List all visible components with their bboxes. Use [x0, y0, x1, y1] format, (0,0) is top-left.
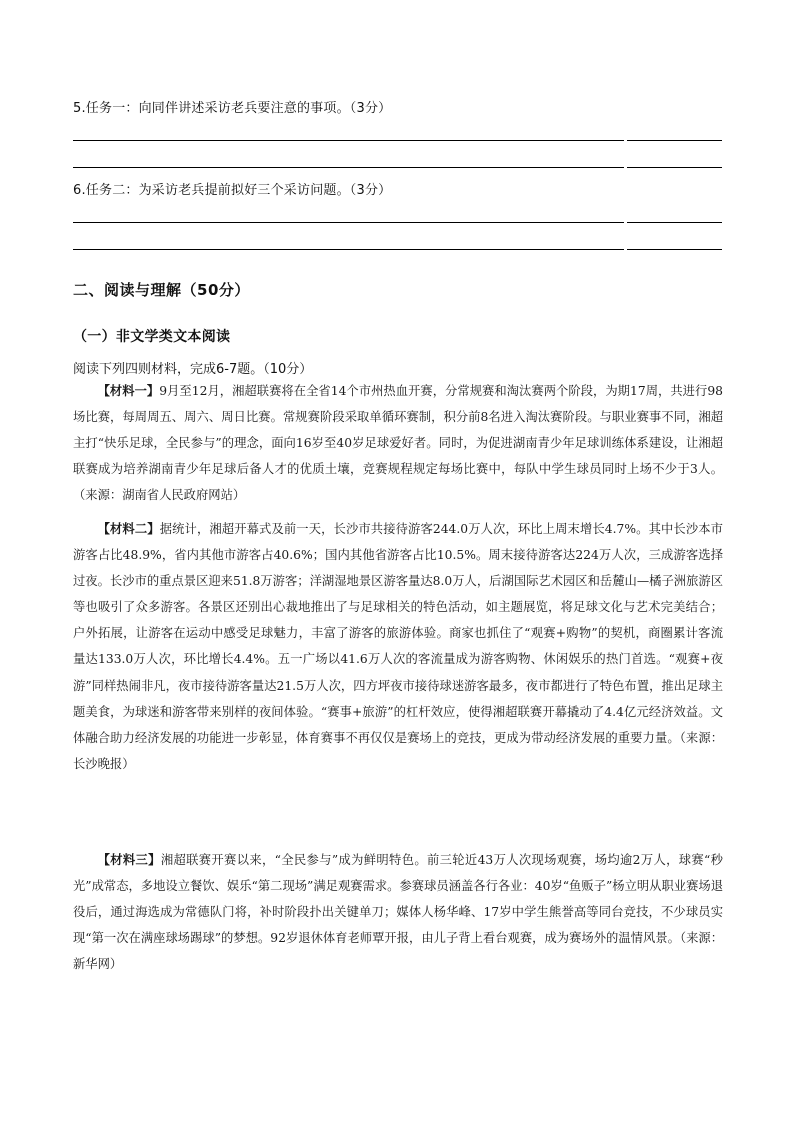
material-tag: 【材料二】 — [97, 521, 160, 536]
material-tag: 【材料三】 — [97, 852, 161, 867]
subsection-title: （一）非文学类文本阅读 — [73, 329, 231, 345]
answer-line[interactable] — [627, 249, 722, 250]
answer-line[interactable] — [73, 140, 624, 141]
material-text: 湘超联赛开赛以来，“全民参与”成为鲜明特色。前三轮近43万人次现场观赛，场均逾2万人，球赛“秒光”成常态，多地设立餐饮、娱乐“第二现场”满足观赛需求。参赛球员涵盖各行各业：40岁“鱼贩子”杨立明从职业赛场退役后，通过海选成为常德队门将，补时阶段扑出关键单刀；媒体人杨华峰、17岁中学生熊誉高等同台竞技，不少球员实现“第一次在满座球场踢球”的梦想。92岁退休体育老师覃开报，由儿子背上看台观赛，成为赛场外的温情风景。（来源：新华网） — [73, 853, 723, 972]
answer-line[interactable] — [627, 222, 722, 223]
answer-line[interactable] — [627, 167, 722, 168]
material-1 — [73, 378, 723, 508]
answer-line[interactable] — [627, 140, 722, 141]
material-2 — [73, 516, 723, 777]
answer-line[interactable] — [73, 222, 624, 223]
material-3 — [73, 847, 723, 977]
material-text: 据统计，湘超开幕式及前一天，长沙市共接待游客244.0万人次，环比上周末增长4.7%。其中长沙本市游客占比48.9%，省内其他市游客占40.6%；国内其他省游客占比10.5%。周末接待游客达224万人次，三成游客选择过夜。长沙市的重点景区迎来51.8万游客；洋湖湿地景区游客量达8.0万人，后湖国际艺术园区和岳麓山—橘子洲旅游区等也吸引了众多游客。各景区还别出心裁地推出了与足球相关的特色活动，如主题展览，将足球文化与艺术完美结合；户外拓展，让游客在运动中感受足球魅力，丰富了游客的旅游体验。商家也抓住了“观赛+购物”的契机，商圈累计客流量达133.0万人次，环比增长4.4%。五一广场以41.6万人次的客流量成为游客购物、休闲娱乐的热门首选。“观赛+夜游”同样热闹非凡，夜市接待游客量达21.5万人次，四方坪夜市接待球迷游客最多，夜市都进行了特色布置，推出足球主题美食，为球迷和游客带来别样的夜间体验。“赛事+旅游”的杠杆效应，使得湘超联赛开幕撬动了4.4亿元经济效益。文体融合助力经济发展的功能进一步彰显，体育赛事不再仅仅是赛场上的竞技，更成为带动经济发展的重要力量。（来源：长沙晚报） — [73, 522, 723, 771]
answer-line[interactable] — [73, 249, 624, 250]
material-tag: 【材料一】 — [97, 383, 160, 398]
question-5: 5.任务一：向同伴讲述采访老兵要注意的事项。（3分） — [73, 101, 392, 116]
section-title: 二、阅读与理解（50分） — [73, 281, 250, 299]
answer-line[interactable] — [73, 167, 624, 168]
reading-instructions: 阅读下列四则材料，完成6-7题。（10分） — [73, 362, 313, 377]
material-text: 9月至12月，湘超联赛将在全省14个市州热血开赛，分常规赛和淘汰赛两个阶段，为期17周，共进行98场比赛，每周周五、周六、周日比赛。常规赛阶段采取单循环赛制，积分前8名进入淘汰赛阶段。与职业赛事不同，湘超主打“快乐足球，全民参与”的理念，面向16岁至40岁足球爱好者。同时，为促进湖南青少年足球训练体系建设，让湘超联赛成为培养湖南青少年足球后备人才的优质土壤，竞赛规程规定每场比赛中，每队中学生球员同时上场不少于3人。（来源：湖南省人民政府网站） — [73, 384, 723, 503]
question-6: 6.任务二：为采访老兵提前拟好三个采访问题。（3分） — [73, 183, 392, 198]
